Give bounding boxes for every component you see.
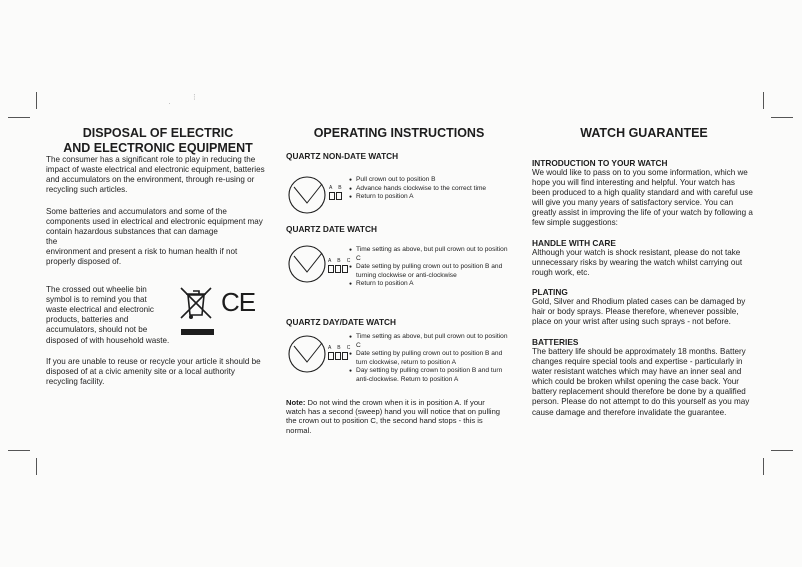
nondate-steps — [349, 176, 509, 202]
note-text: Do not wind the crown when it is in position A. If your watch has a second (sweep) hand you will notice that on pulling the crown out to position C, the second hand stops - this is normal. — [286, 398, 501, 435]
date-step: ● Time setting as above, but pull crown out to position C — [349, 246, 509, 263]
crop-mark — [36, 92, 37, 109]
disposal-paragraph-1: The consumer has a significant role to play in reducing the impact of waste electrical and electronic equipment, batteries and accumulators on the environment, through re-using or recycling such articles. — [46, 155, 265, 195]
daydate-watch-diagram — [288, 334, 328, 379]
nondate-step: ● Pull crown out to position B — [349, 176, 509, 185]
disposal-paragraph-3: The crossed out wheelie bin symbol is to remind you that waste electrical and electronic products, batteries and accumulators, should not be — [46, 285, 154, 335]
date-crown-boxes — [328, 265, 348, 273]
daydate-steps — [349, 333, 509, 385]
watch-face-icon — [288, 175, 328, 215]
disposal-paragraph-4: If you are unable to reuse or recycle your article it should be disposed of at a civic amenity site or a local authority recycling facility. — [46, 357, 261, 387]
plating-text: Gold, Silver and Rhodium plated cases can be damaged by hair or body sprays. Please therefore, whenever possible, place on your wrist after using such sprays - not before. — [532, 297, 746, 327]
note-paragraph — [286, 398, 506, 435]
disposal-paragraph-2-part1: Some batteries and accumulators and some of the components used in electrical and electronic equipment may contain hazardous substances that can damage — [46, 207, 263, 237]
intro-heading: INTRODUCTION TO YOUR WATCH — [532, 158, 668, 168]
crop-mark — [763, 92, 764, 109]
crop-mark — [36, 458, 37, 475]
batteries-heading: BATTERIES — [532, 337, 579, 347]
daydate-step: ● Time setting as above, but pull crown out to position C — [349, 333, 509, 350]
date-crown-positions: A B C — [328, 258, 353, 264]
crossed-out-bin-icon — [177, 284, 215, 322]
date-watch-diagram — [288, 244, 328, 289]
crop-mark — [763, 458, 764, 475]
scan-speck: · — [168, 98, 171, 108]
plating-heading: PLATING — [532, 287, 568, 297]
date-step: ● Date setting by pulling crown out to position B and turning clockwise or anti-clockwise — [349, 263, 509, 280]
guarantee-title: WATCH GUARANTEE — [580, 126, 708, 140]
daydate-crown-positions: A B C — [328, 345, 353, 351]
nondate-crown-positions: A B — [329, 185, 344, 191]
crop-mark — [771, 450, 793, 451]
nondate-crown-boxes — [329, 192, 342, 200]
nondate-heading: QUARTZ NON-DATE WATCH — [286, 151, 399, 161]
operating-title: OPERATING INSTRUCTIONS — [313, 126, 485, 140]
daydate-step: ● Date setting by pulling crown out to position B and turn clockwise, return to position A — [349, 350, 509, 367]
daydate-heading: QUARTZ DAY/DATE WATCH — [286, 317, 397, 327]
handle-heading: HANDLE WITH CARE — [532, 238, 616, 248]
disposal-paragraph-3-end: disposed of with household waste. — [46, 336, 170, 345]
intro-text: We would like to pass on to you some information, which we hope you will find interesting and helpful. Your watch has been produced to a high quality standard and with careful use will give you many years of satisfactory service. You can greatly assist in improving the life of your watch by following a few simple suggestions: — [532, 168, 753, 228]
batteries-text: The battery life should be approximately 18 months. Battery changes require special tools and expertise - particularly in water resistant watches which may have an inner seal and which could be broken whilst opening the case back. Your battery replacement should therefore be done by a qualified person. Please do not attempt to do this yourself as you may cause damage and therefore invalidate the guarantee. — [532, 347, 750, 417]
watch-face-icon — [288, 244, 328, 284]
crop-mark — [8, 117, 30, 118]
scan-speck: ⁝ — [193, 92, 196, 102]
bin-underline-bar — [181, 329, 214, 335]
date-steps — [349, 246, 509, 289]
date-heading: QUARTZ DATE WATCH — [286, 224, 377, 234]
date-step: ● Return to position A — [349, 280, 509, 289]
watch-face-icon — [288, 334, 328, 374]
crop-mark — [8, 450, 30, 451]
disposal-title-line1: DISPOSAL OF ELECTRIC — [82, 126, 234, 140]
daydate-step: ● Day setting by pulling crown to position B and turn anti-clockwise. Return to position A — [349, 367, 509, 384]
note-label: Note: — [286, 398, 306, 407]
ce-mark: CE — [221, 287, 256, 317]
nondate-step: ● Return to position A — [349, 193, 509, 202]
disposal-paragraph-2-part2: the — [46, 237, 58, 247]
handle-text: Although your watch is shock resistant, please do not take unnecessary risks by wearing the watch whilst carrying out rough work, etc. — [532, 248, 743, 278]
nondate-watch-diagram — [288, 175, 328, 220]
disposal-paragraph-2-part3: environment and present a risk to human health if not properly disposed of. — [46, 247, 238, 267]
disposal-paragraph-2 — [46, 207, 266, 268]
daydate-crown-boxes — [328, 352, 348, 360]
nondate-step: ● Advance hands clockwise to the correct time — [349, 185, 509, 194]
disposal-title-line2: AND ELECTRONIC EQUIPMENT — [63, 141, 253, 155]
crop-mark — [771, 117, 793, 118]
